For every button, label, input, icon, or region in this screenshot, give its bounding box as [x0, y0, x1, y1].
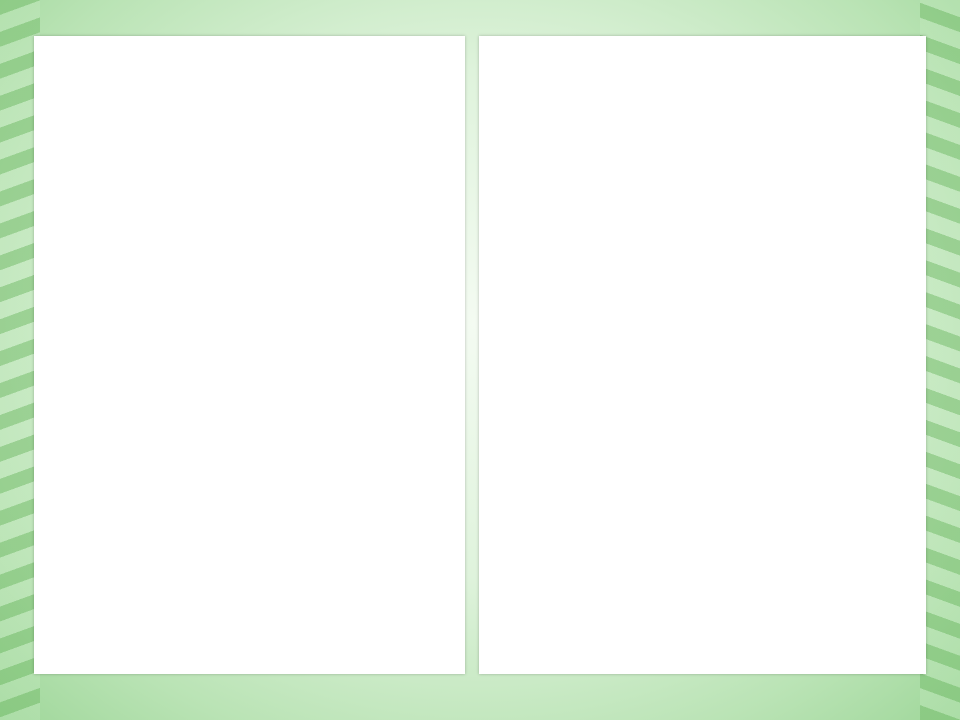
document-page-left [34, 36, 465, 674]
decorative-border-right [920, 0, 960, 720]
document-page-right [479, 36, 926, 674]
